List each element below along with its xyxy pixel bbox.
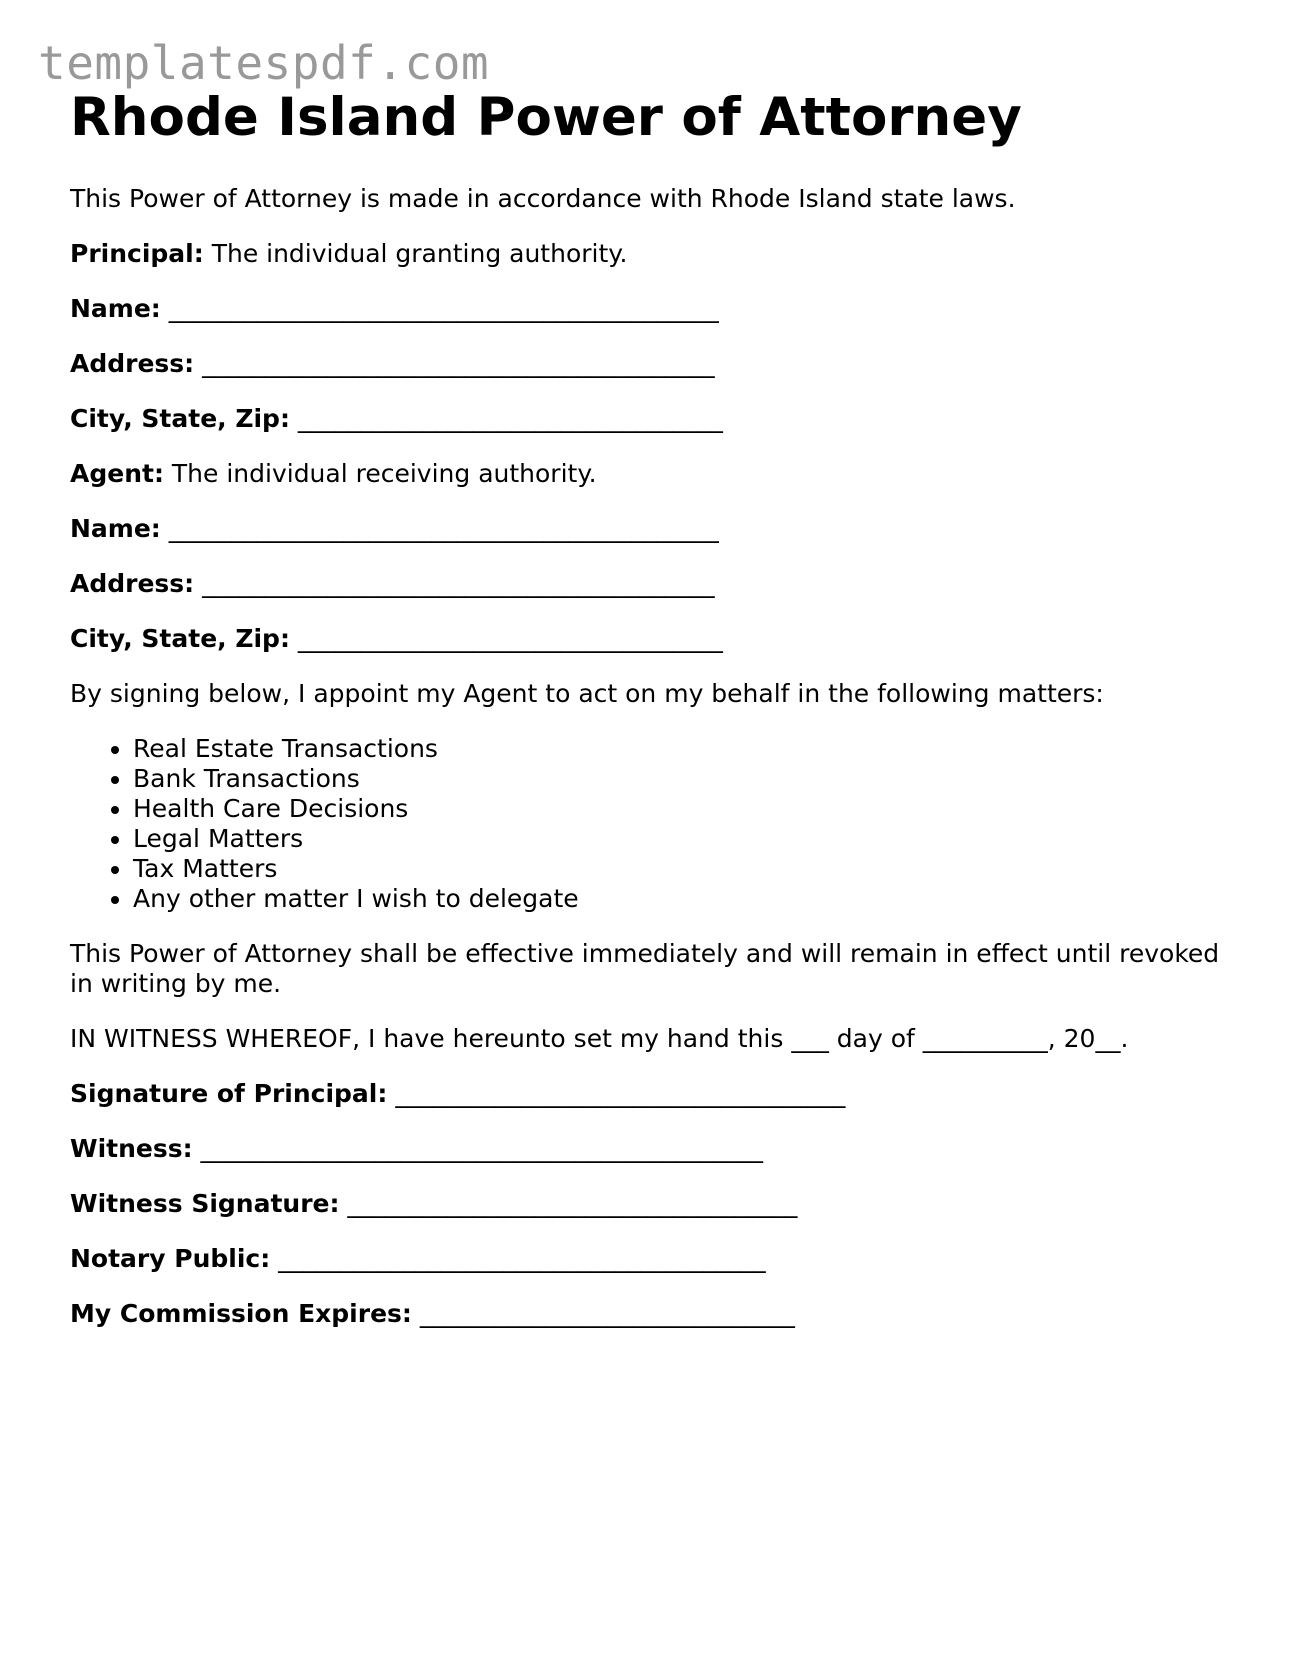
watermark-text: templatespdf.com (38, 36, 490, 90)
principal-description: The individual granting authority. (203, 238, 628, 268)
witness-whereof-paragraph: IN WITNESS WHEREOF, I have hereunto set my hand this ___ day of __________, 20__. (70, 1023, 1129, 1053)
agent-heading (70, 459, 1220, 489)
principal-name-field[interactable] (70, 294, 1220, 324)
list-item: • Health Care Decisions (133, 794, 1220, 824)
field-blank[interactable]: ____________________________________________ (160, 293, 719, 323)
agent-name-field[interactable] (70, 514, 1220, 544)
document-title: Rhode Island Power of Attorney (70, 87, 1022, 148)
field-label: Name: (70, 513, 161, 543)
document-body (70, 88, 1220, 1354)
agent-address-field[interactable] (70, 569, 1220, 599)
agent-city-state-zip-field[interactable] (70, 624, 1220, 654)
field-label: Notary Public: (70, 1243, 271, 1273)
principal-label: Principal: (70, 238, 204, 268)
commission-expires-field[interactable] (70, 1299, 1220, 1329)
agent-description: The individual receiving authority. (163, 458, 597, 488)
intro-paragraph: This Power of Attorney is made in accordance with Rhode Island state laws. (70, 183, 1016, 213)
field-label: Name: (70, 293, 161, 323)
field-label: Address: (70, 348, 195, 378)
field-label: My Commission Expires: (70, 1298, 412, 1328)
field-label: City, State, Zip: (70, 403, 290, 433)
field-blank[interactable]: ____________________________________ (339, 1188, 798, 1218)
witness-signature-field[interactable] (70, 1189, 1220, 1219)
field-label: Signature of Principal: (70, 1078, 388, 1108)
field-blank[interactable]: ____________________________________ (387, 1078, 846, 1108)
principal-signature-field[interactable] (70, 1079, 1220, 1109)
list-item: • Real Estate Transactions (133, 734, 1220, 764)
effective-paragraph: This Power of Attorney shall be effective immediately and will remain in effect until revoked in writing by me. (70, 938, 1220, 998)
agent-label: Agent: (70, 458, 164, 488)
principal-address-field[interactable] (70, 349, 1220, 379)
field-label: City, State, Zip: (70, 623, 290, 653)
witness-field[interactable] (70, 1134, 1220, 1164)
list-item: • Bank Transactions (133, 764, 1220, 794)
field-blank[interactable]: _______________________________________ (270, 1243, 766, 1273)
field-blank[interactable]: __________________________________ (289, 403, 723, 433)
list-item: • Legal Matters (133, 824, 1220, 854)
field-label: Address: (70, 568, 195, 598)
list-item: • Any other matter I wish to delegate (133, 884, 1220, 914)
appoint-paragraph: By signing below, I appoint my Agent to act on my behalf in the following matters: (70, 678, 1104, 708)
field-blank[interactable]: _________________________________________ (194, 348, 715, 378)
field-blank[interactable]: ______________________________ (411, 1298, 795, 1328)
field-label: Witness: (70, 1133, 193, 1163)
field-label: Witness Signature: (70, 1188, 340, 1218)
list-item: • Tax Matters (133, 854, 1220, 884)
field-blank[interactable]: _________________________________________ (194, 568, 715, 598)
field-blank[interactable]: _____________________________________________ (192, 1133, 764, 1163)
field-blank[interactable]: __________________________________ (289, 623, 723, 653)
principal-city-state-zip-field[interactable] (70, 404, 1220, 434)
principal-heading (70, 239, 1220, 269)
matters-list (70, 734, 1220, 914)
notary-public-field[interactable] (70, 1244, 1220, 1274)
field-blank[interactable]: ____________________________________________ (160, 513, 719, 543)
